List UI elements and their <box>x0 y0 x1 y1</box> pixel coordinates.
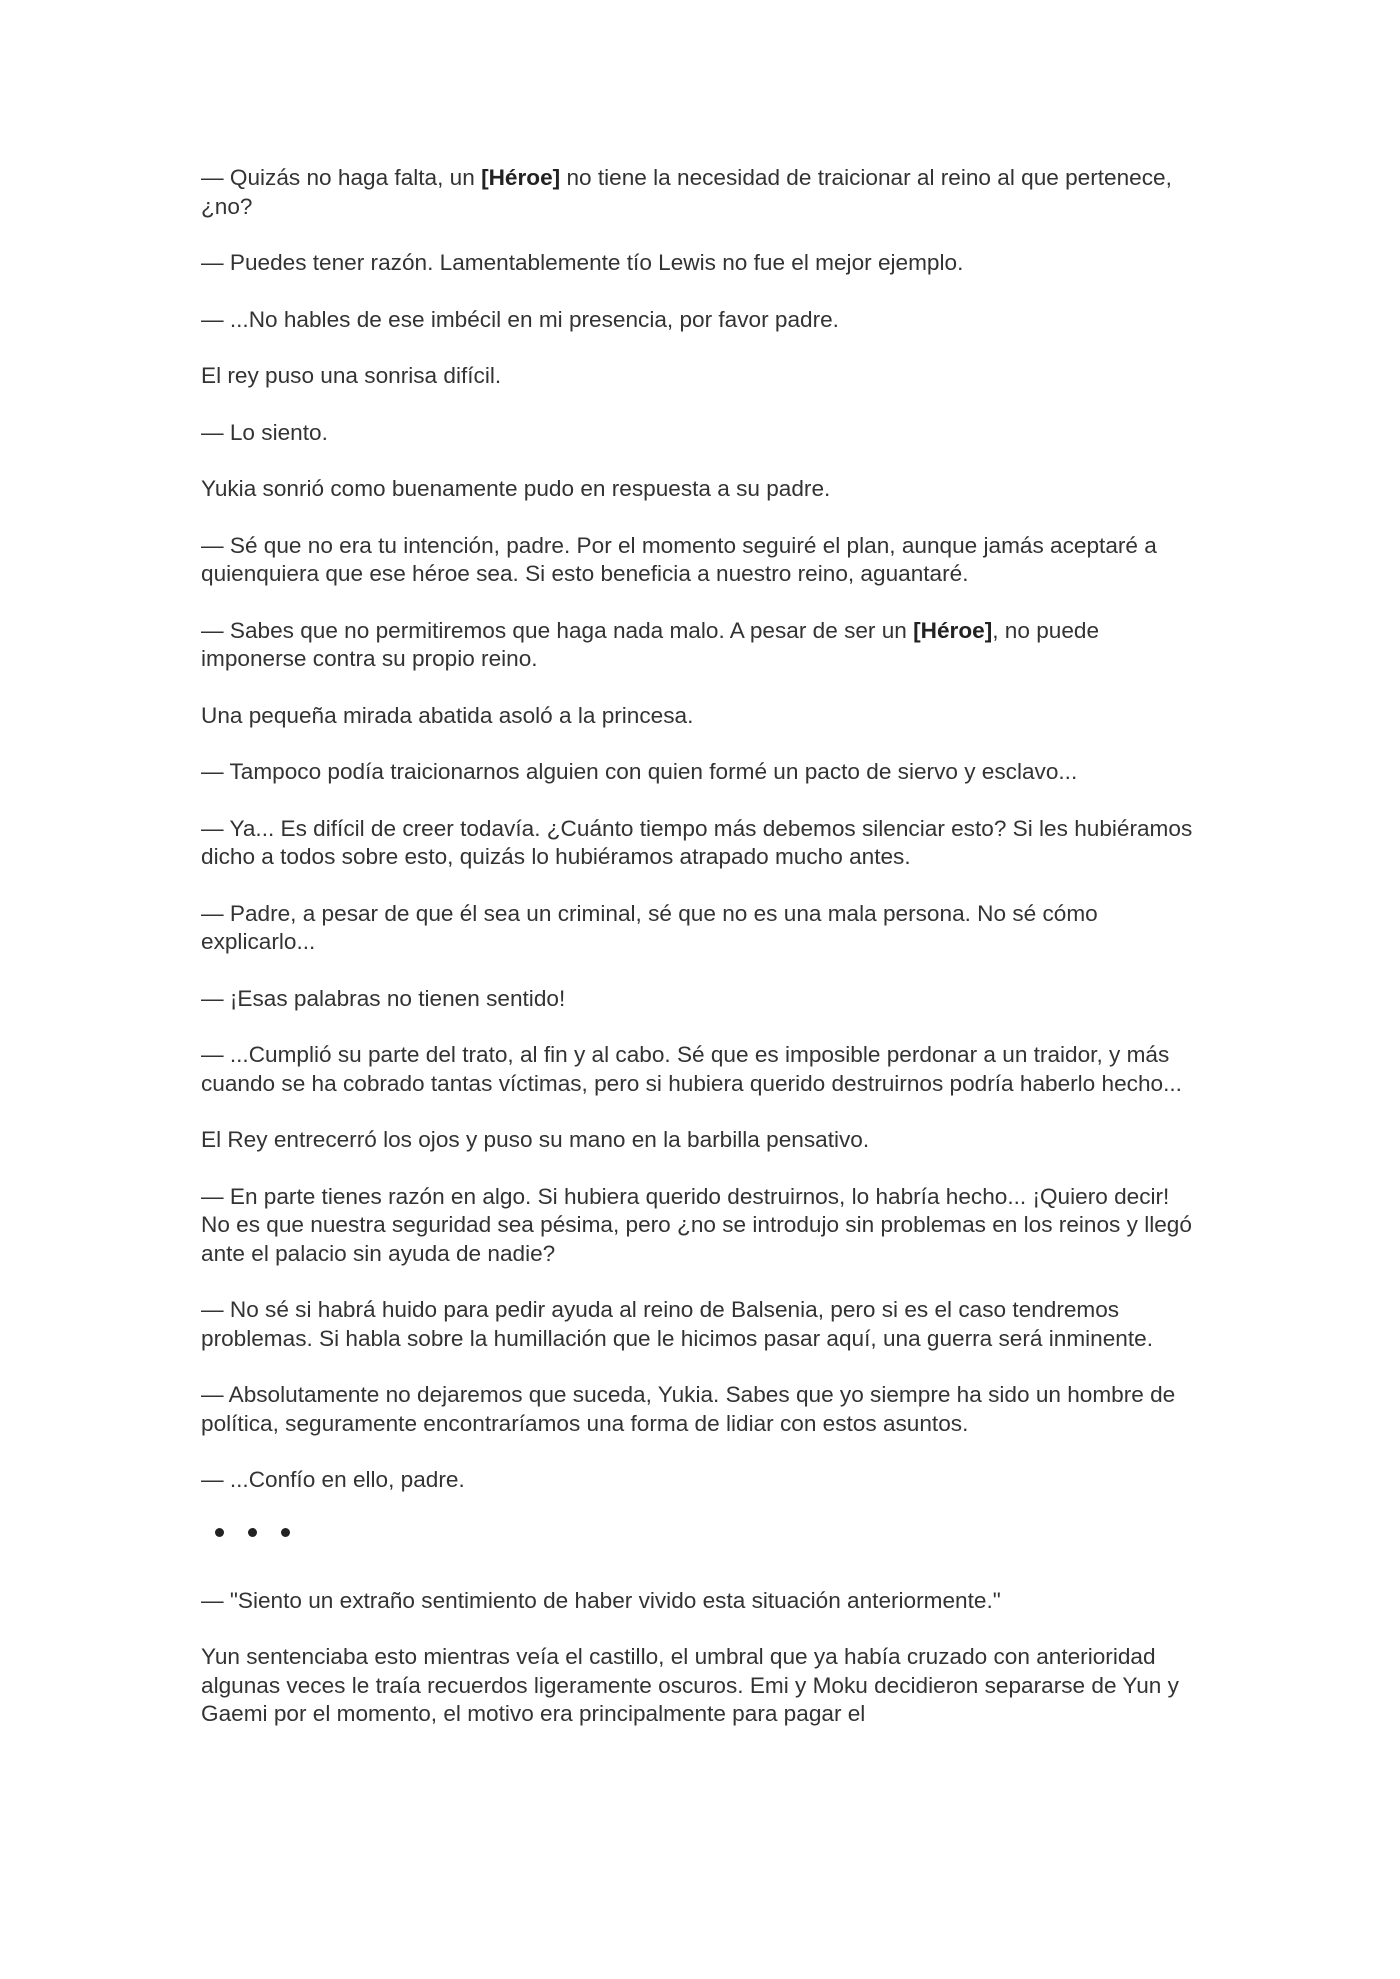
paragraph: — ...Cumplió su parte del trato, al fin y al cabo. Sé que es imposible perdonar a un traidor, y más cuando se ha cobrado tantas víctimas, pero si hubiera querido destruirnos podría haberlo hecho... <box>201 1042 1182 1096</box>
paragraph: — En parte tienes razón en algo. Si hubiera querido destruirnos, lo habría hecho... ¡Quiero decir! No es que nuestra seguridad sea pésima, pero ¿no se introdujo sin problemas en los reinos y llegó ante el palacio sin ayuda de nadie? <box>201 1183 1192 1266</box>
paragraph: — ...Confío en ello, padre. <box>201 1467 465 1492</box>
paragraph: Yun sentenciaba esto mientras veía el castillo, el umbral que ya había cruzado con anterioridad algunas veces le traía recuerdos ligeramente oscuros. Emi y Moku decidieron separarse de Yun y Gaemi por el momento, el motivo era principalmente para pagar el <box>201 1644 1179 1726</box>
paragraph: — No sé si habrá huido para pedir ayuda al reino de Balsenia, pero si es el caso tendremos problemas. Si habla sobre la humillación que le hicimos pasar aquí, una guerra será inminente. <box>201 1297 1153 1351</box>
paragraph: — Quizás no haga falta, un [Héroe] no tiene la necesidad de traicionar al reino al que pertenece, ¿no? <box>201 165 1172 219</box>
paragraph: — "Siento un extraño sentimiento de haber vivido esta situación anteriormente." <box>201 1587 1001 1613</box>
paragraph: — ...No hables de ese imbécil en mi presencia, por favor padre. <box>201 306 839 332</box>
hero-tag: [Héroe] <box>481 165 561 190</box>
paragraph: — Lo siento. <box>201 419 328 445</box>
paragraph: — ¡Esas palabras no tienen sentido! <box>201 985 566 1011</box>
paragraph: — Sabes que no permitiremos que haga nada malo. A pesar de ser un [Héroe], no puede imponerse contra su propio reino. <box>201 617 1100 671</box>
dot-icon <box>281 1528 290 1537</box>
paragraph: — Padre, a pesar de que él sea un criminal, sé que no es una mala persona. No sé cómo explicarlo... <box>201 900 1098 954</box>
scene-break-dots-icon <box>215 1523 1201 1543</box>
paragraph: — Tampoco podía traicionarnos alguien con quien formé un pacto de siervo y esclavo... <box>201 759 1078 784</box>
paragraph: — Sé que no era tu intención, padre. Por el momento seguiré el plan, aunque jamás aceptaré a quienquiera que ese héroe sea. Si esto beneficia a nuestro reino, aguantaré. <box>201 532 1157 586</box>
paragraph: Una pequeña mirada abatida asoló a la princesa. <box>201 702 694 728</box>
dot-icon <box>215 1528 224 1537</box>
paragraph: — Ya... Es difícil de creer todavía. ¿Cuánto tiempo más debemos silenciar esto? Si les hubiéramos dicho a todos sobre esto, quizás lo hubiéramos atrapado mucho antes. <box>201 815 1193 869</box>
paragraph: — Puedes tener razón. Lamentablemente tío Lewis no fue el mejor ejemplo. <box>201 250 964 275</box>
paragraph: El Rey entrecerró los ojos y puso su mano en la barbilla pensativo. <box>201 1127 870 1152</box>
dot-icon <box>248 1528 257 1537</box>
paragraph: El rey puso una sonrisa difícil. <box>201 363 502 388</box>
hero-tag: [Héroe] <box>913 617 993 643</box>
paragraph: Yukia sonrió como buenamente pudo en respuesta a su padre. <box>201 476 831 501</box>
paragraph: — Absolutamente no dejaremos que suceda, Yukia. Sabes que yo siempre ha sido un hombre de política, seguramente encontraríamos una forma de lidiar con estos asuntos. <box>201 1382 1176 1436</box>
document-body <box>201 164 1201 1757</box>
